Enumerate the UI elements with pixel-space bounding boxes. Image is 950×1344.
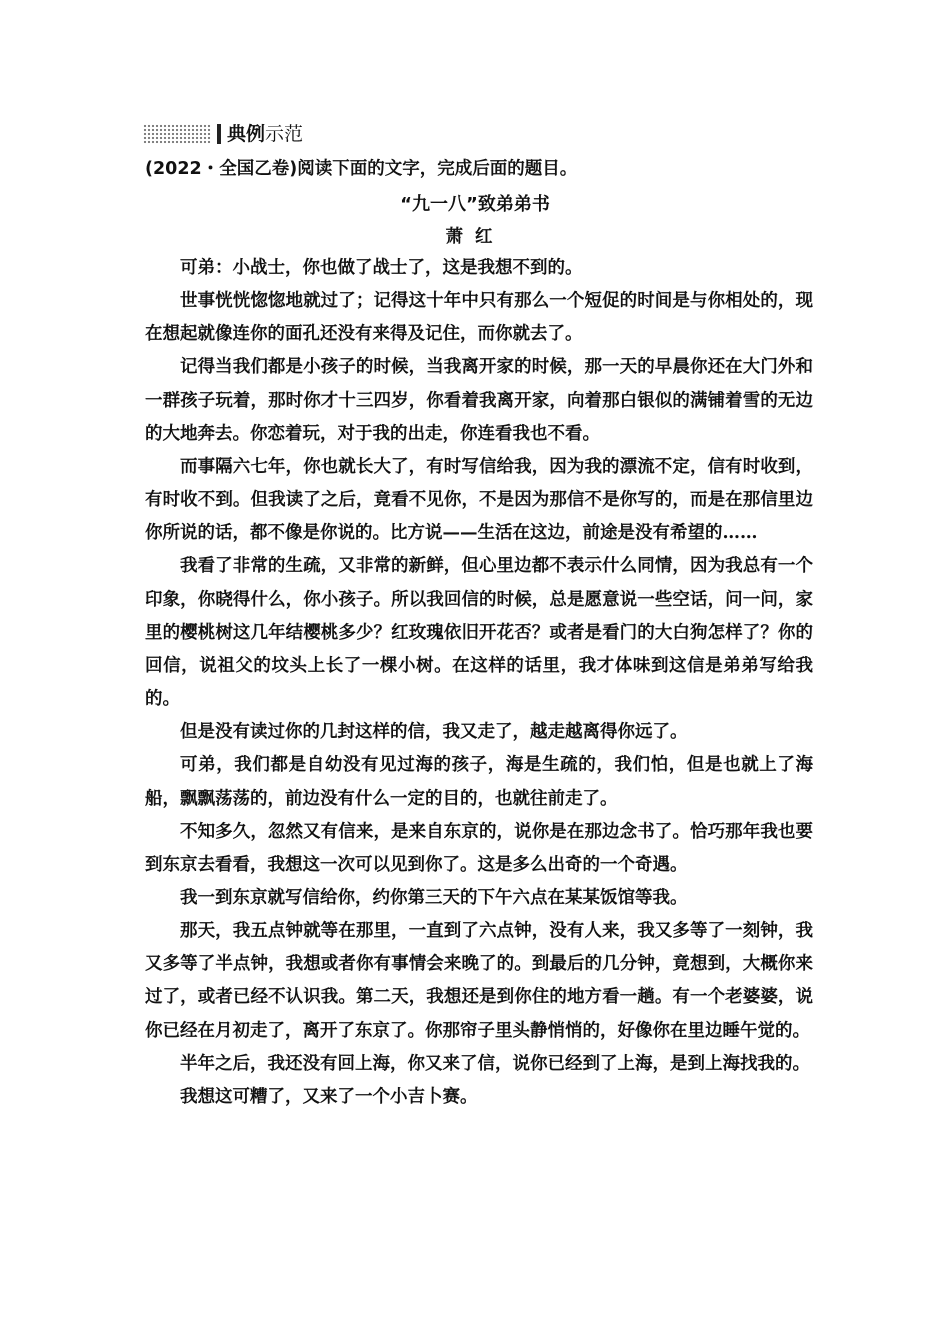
paragraph: 半年之后，我还没有回上海，你又来了信，说你已经到了上海，是到上海找我的。 bbox=[180, 1053, 810, 1074]
paragraph: 世事恍恍惚惚地就过了；记得这十年中只有那么一个短促的时间是与你相处的，现在想起就像连你的面孔还没有来得及记住，而你就去了。 bbox=[145, 291, 813, 345]
paragraph: 那天，我五点钟就等在那里，一直到了六点钟，没有人来，我又多等了一刻钟，我又多等了半点钟，我想或者你有事情会来晚了的。到最后的几分钟，竟想到，大概你来过了，或者已经不认识我。第二天，我想还是到你住的地方看一趟。有一个老婆婆，说你已经在月初走了，离开了东京了。你那帘子里头静悄悄的，好像你在里边睡午觉的。 bbox=[145, 921, 813, 1041]
article-author: 萧红 bbox=[445, 227, 505, 247]
paragraph: 但是没有读过你的几封这样的信，我又走了，越走越离得你远了。 bbox=[180, 722, 688, 743]
header-bar-icon bbox=[217, 124, 221, 144]
source-instruction: 阅读下面的文字，完成后面的题目。 bbox=[297, 159, 578, 179]
paragraph: 我一到东京就写信给你，约你第三天的下午六点在某某饭馆等我。 bbox=[180, 887, 688, 908]
paragraph: 我看了非常的生疏，又非常的新鲜，但心里边都不表示什么同情，因为我总有一个印象，你晓得什么，你小孩子。所以我回信的时候，总是愿意说一些空话，问一问，家里的樱桃树这几年结樱桃多少？红玫瑰依旧开花否？或者是看门的大白狗怎样了？你的回信，说祖父的坟头上长了一棵小树。在这样的话里，我才体味到这信是弟弟写给我的。 bbox=[145, 556, 813, 710]
dotted-decoration bbox=[143, 124, 211, 144]
article-title: “九一八”致弟弟书 bbox=[400, 194, 550, 215]
source-tag: (2022・全国乙卷) bbox=[145, 159, 298, 179]
section-title-strong: 典例 bbox=[227, 123, 266, 145]
section-header bbox=[143, 122, 303, 146]
paragraph: 而事隔六七年，你也就长大了，有时写信给我，因为我的漂流不定，信有时收到，有时收不到。但我读了之后，竟看不见你，不是因为那信不是你写的，而是在那信里边你所说的话，都不像是你说的。比方说——生活在这边，前途是没有希望的…… bbox=[145, 456, 813, 544]
paragraph: 可弟，我们都是自幼没有见过海的孩子，海是生疏的，我们怕，但是也就上了海船，飘飘荡荡的，前边没有什么一定的目的，也就往前走了。 bbox=[145, 755, 813, 809]
section-title bbox=[227, 122, 303, 146]
paragraph: 不知多久，忽然又有信来，是来自东京的，说你是在那边念书了。恰巧那年我也要到东京去看看，我想这一次可以见到你了。这是多么出奇的一个奇遇。 bbox=[145, 821, 813, 875]
section-title-rest: 示范 bbox=[265, 123, 304, 145]
paragraph: 我想这可糟了，又来了一个小吉卜赛。 bbox=[180, 1086, 478, 1107]
paragraph: 记得当我们都是小孩子的时候，当我离开家的时候，那一天的早晨你还在大门外和一群孩子玩着，那时你才十三四岁，你看着我离开家，向着那白银似的满铺着雪的无边的大地奔去。你恋着玩，对于我的出走，你连看我也不看。 bbox=[145, 357, 813, 444]
paragraph: 可弟：小战士，你也做了战士了，这是我想不到的。 bbox=[180, 258, 583, 278]
article-body bbox=[145, 252, 813, 1114]
question-source bbox=[145, 156, 815, 182]
